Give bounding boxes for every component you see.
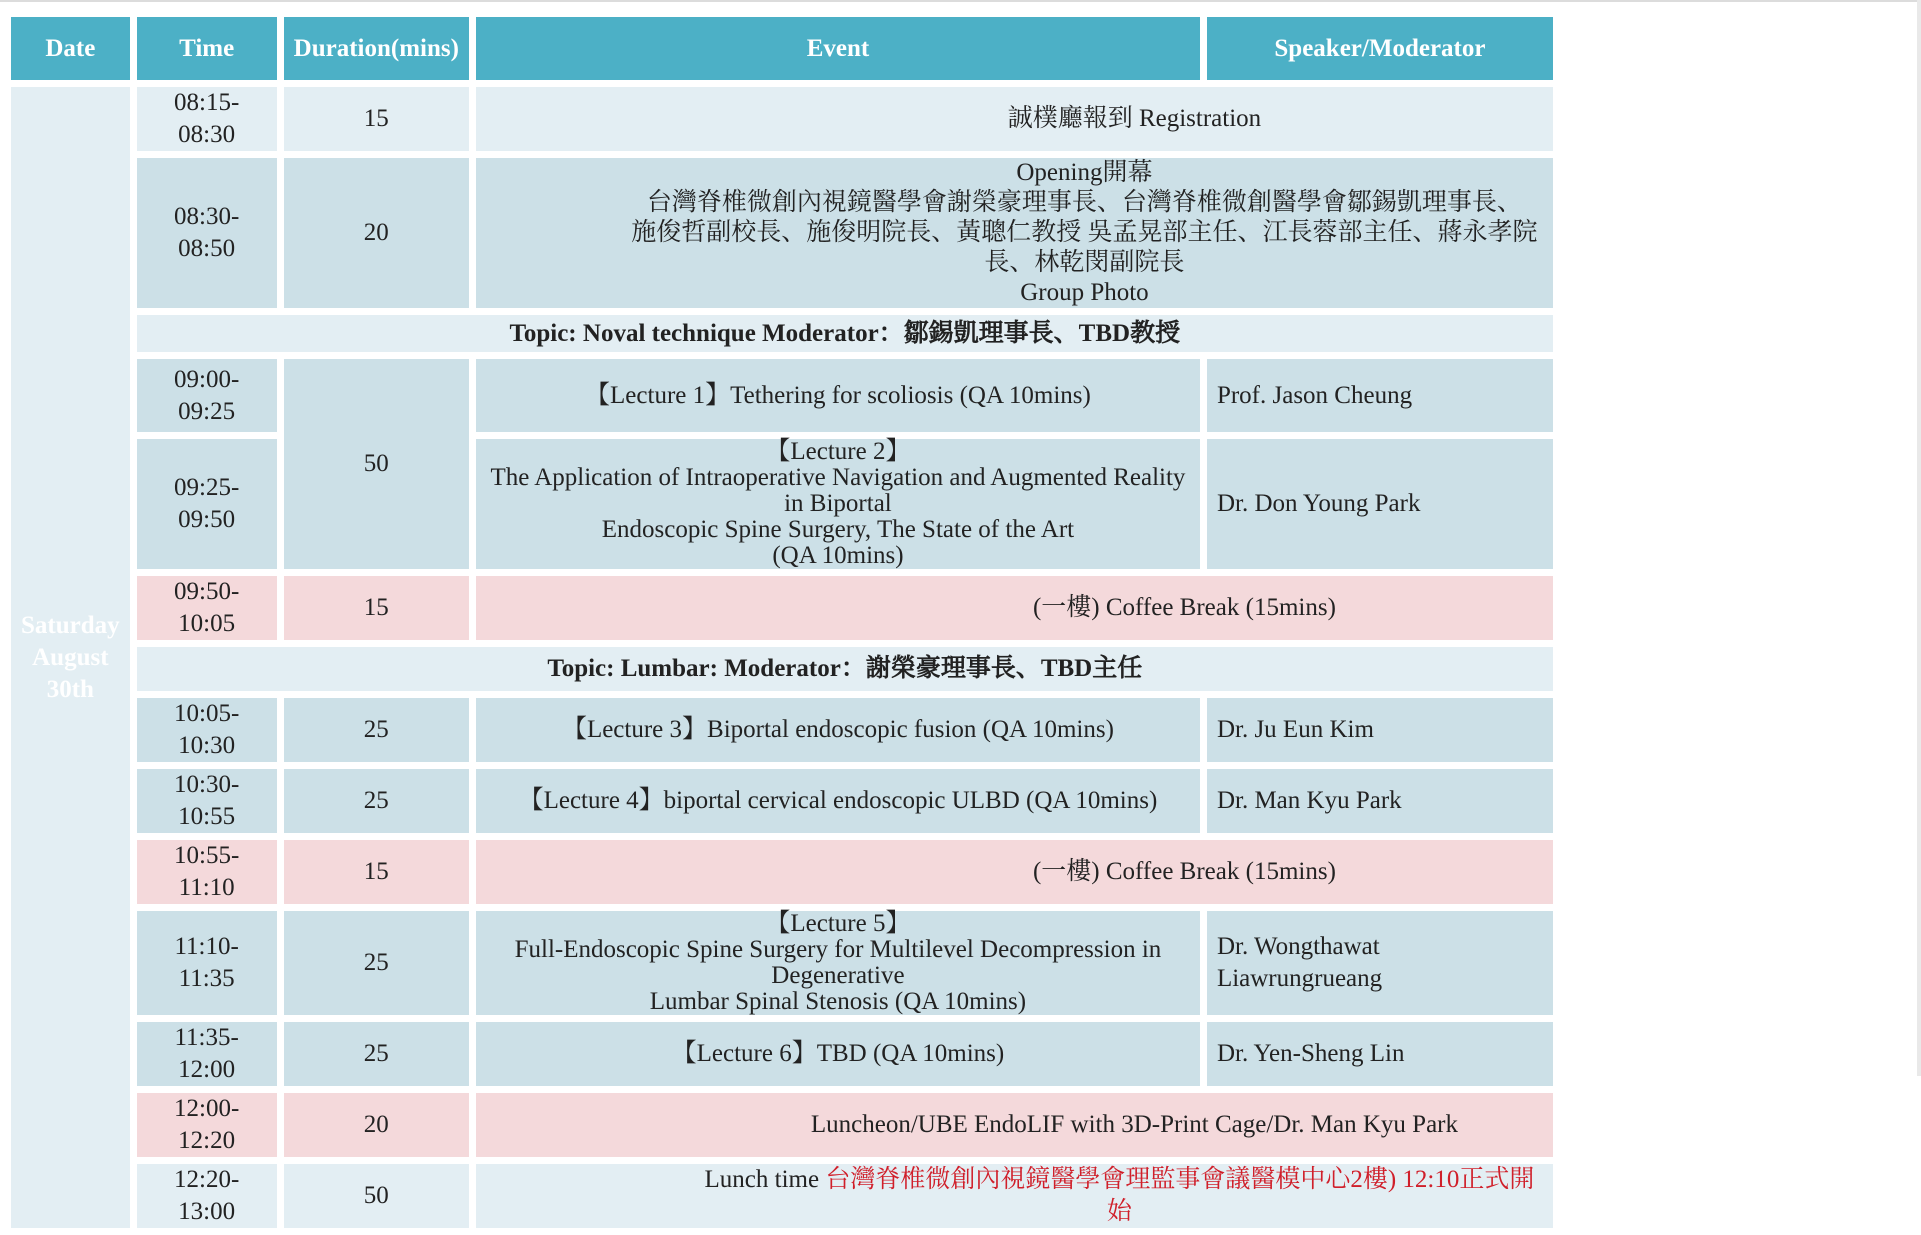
event-highlight: 台灣脊椎微創內視鏡醫學會理監事會議醫模中心2樓) 12:10正式開始 [825,1166,1535,1225]
header-speaker: Speaker/Moderator [1207,17,1553,80]
time-cell: 12:00-12:20 [137,1093,277,1157]
event-line: Endoscopic Spine Surgery, The State of the Art [601,516,1075,543]
event-cell: 【Lecture 4】biportal cervical endoscopic ULBD (QA 10mins) [476,769,1200,833]
event-cell: 【Lecture 6】TBD (QA 10mins) [476,1022,1200,1086]
table-row [11,769,1553,833]
event-line: Opening開幕 [1016,159,1153,186]
time-cell: 11:10-11:35 [137,911,277,1015]
break-row [11,840,1553,904]
topic-heading: Topic: Lumbar: Moderator：謝榮豪理事長、TBD主任 [137,647,1553,691]
duration-cell: 25 [284,1022,469,1086]
time-cell: 09:50-10:05 [137,576,277,640]
page-edge [1917,0,1921,1076]
event-line: 台灣脊椎微創內視鏡醫學會謝榮豪理事長、台灣脊椎微創醫學會鄒錫凱理事長、 [646,189,1522,216]
date-day: 30th [46,675,94,703]
event-line: The Application of Intraoperative Navigation and Augmented Reality in Biportal [490,464,1186,517]
event-line: 【Lecture 5】 [765,910,911,937]
header-event: Event [476,17,1200,80]
break-row [11,576,1553,640]
event-line: Lumbar Spinal Stenosis (QA 10mins) [649,988,1027,1015]
event-cell [476,1164,1553,1228]
duration-cell: 20 [284,1093,469,1157]
date-month: August [32,643,109,671]
schedule-table [4,10,1560,1235]
table-row [11,1164,1553,1228]
event-cell [476,439,1200,569]
duration-cell: 50 [284,1164,469,1228]
speaker-cell: Dr. Ju Eun Kim [1207,698,1553,762]
event-cell: (一樓) Coffee Break (15mins) [476,840,1553,904]
event-cell: 誠樸廳報到 Registration [476,87,1553,151]
time-cell: 08:30-08:50 [137,158,277,308]
table-row [11,698,1553,762]
speaker-cell: Dr. Man Kyu Park [1207,769,1553,833]
event-cell: Luncheon/UBE EndoLIF with 3D-Print Cage/Dr. Man Kyu Park [476,1093,1553,1157]
speaker-cell: Prof. Jason Cheung [1207,359,1553,432]
table-row [11,158,1553,308]
duration-cell: 25 [284,698,469,762]
header-row [11,17,1553,80]
date-weekday: Saturday [21,611,120,639]
table-row [11,439,1553,569]
break-row [11,1093,1553,1157]
table-row [11,359,1553,432]
time-cell: 10:55-11:10 [137,840,277,904]
duration-cell: 25 [284,911,469,1015]
event-cell: 【Lecture 3】Biportal endoscopic fusion (QA 10mins) [476,698,1200,762]
topic-row [11,315,1553,352]
time-cell: 10:30-10:55 [137,769,277,833]
duration-cell: 50 [284,359,469,569]
event-line: 施俊哲副校長、施俊明院長、黃聰仁教授 吳孟晃部主任、江長蓉部主任、蔣永孝院長、林乾閔副院長 [631,219,1538,276]
time-cell: 12:20-13:00 [137,1164,277,1228]
duration-cell: 15 [284,87,469,151]
table-row [11,911,1553,1015]
event-cell [476,911,1200,1015]
duration-cell: 15 [284,840,469,904]
event-line: Full-Endoscopic Spine Surgery for Multilevel Decompression in Degenerative [514,936,1162,989]
table-row [11,87,1553,151]
event-line: 【Lecture 2】 [765,438,911,465]
topic-heading: Topic: Noval technique Moderator：鄒錫凱理事長、TBD教授 [137,315,1553,352]
table-row [11,1022,1553,1086]
header-time: Time [137,17,277,80]
top-border [0,0,1921,2]
duration-cell: 25 [284,769,469,833]
time-cell: 10:05-10:30 [137,698,277,762]
time-cell: 09:25-09:50 [137,439,277,569]
time-cell: 08:15-08:30 [137,87,277,151]
speaker-cell: Dr. Yen-Sheng Lin [1207,1022,1553,1086]
time-cell: 09:00-09:25 [137,359,277,432]
event-line: Group Photo [1020,279,1149,306]
speaker-cell: Dr. Don Young Park [1207,439,1553,569]
header-duration: Duration(mins) [284,17,469,80]
header-date: Date [11,17,130,80]
event-cell: (一樓) Coffee Break (15mins) [476,576,1553,640]
event-line: (QA 10mins) [772,542,904,569]
speaker-cell: Dr. Wongthawat Liawrungrueang [1207,911,1553,1015]
duration-cell: 20 [284,158,469,308]
event-cell [476,158,1553,308]
event-text: Lunch time [704,1166,826,1193]
date-cell [11,87,130,1228]
topic-row [11,647,1553,691]
event-cell: 【Lecture 1】Tethering for scoliosis (QA 10mins) [476,359,1200,432]
duration-cell: 15 [284,576,469,640]
time-cell: 11:35-12:00 [137,1022,277,1086]
